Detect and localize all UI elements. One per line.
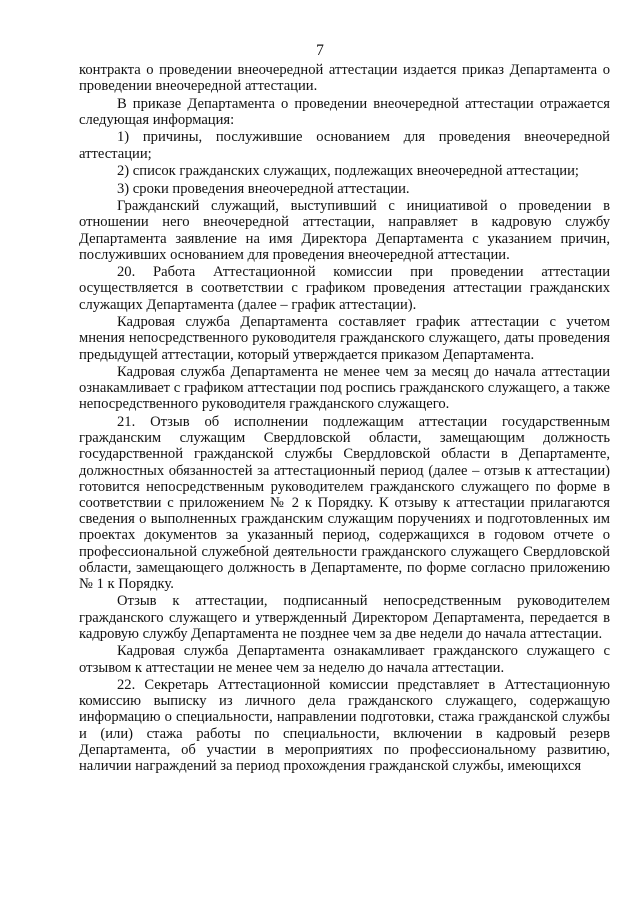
page-number: 7	[316, 42, 324, 59]
paragraph: Отзыв к аттестации, подписанный непосредственным руководителем гражданского служащего и утвержденный Директором Департамента, передается в кадровую службу Департамента не позднее чем за две недели до начала аттестации.	[79, 593, 610, 642]
document-body	[79, 62, 610, 776]
paragraph: 22. Секретарь Аттестационной комиссии представляет в Аттестационную комиссию выписку из личного дела гражданского служащего, содержащую информацию о специальности, направлении подготовки, стажа гражданской службы и (или) стажа работы по специальности, включении в кадровый резерв Департамента, об участии в мероприятиях по профессиональному развитию, наличии награждений за период прохождения гражданской службы, имеющихся	[79, 677, 610, 775]
paragraph: Кадровая служба Департамента составляет график аттестации с учетом мнения непосредственного руководителя гражданского служащего, даты проведения предыдущей аттестации, который утверждается приказом Департамента.	[79, 314, 610, 363]
paragraph: Кадровая служба Департамента ознакамливает гражданского служащего с отзывом к аттестации не менее чем за неделю до начала аттестации.	[79, 643, 610, 676]
paragraph: 20. Работа Аттестационной комиссии при проведении аттестации осуществляется в соответствии с графиком проведения аттестации гражданских служащих Департамента (далее – график аттестации).	[79, 264, 610, 313]
paragraph: Кадровая служба Департамента не менее чем за месяц до начала аттестации ознакамливает с графиком аттестации под роспись гражданского служащего, а также непосредственного руководителя гражданского служащего.	[79, 364, 610, 413]
paragraph: 3) сроки проведения внеочередной аттестации.	[117, 180, 410, 197]
paragraph: контракта о проведении внеочередной аттестации издается приказ Департамента о проведении внеочередной аттестации.	[79, 62, 610, 95]
paragraph: 2) список гражданских служащих, подлежащих внеочередной аттестации;	[117, 163, 579, 180]
paragraph: 21. Отзыв об исполнении подлежащим аттестации государственным гражданским служащим Свердловской области, замещающим должность государственной гражданской службы Свердловской области в Департаменте, должностных обязанностей за аттестационный период (далее – отзыв к аттестации) готовится непосредственным руководителем гражданского служащего по форме в соответствии с приложением № 2 к Порядку. К отзыву к аттестации прилагаются сведения о выполненных гражданским служащим поручениях и подготовленных им проектах документов за указанный период, содержащихся в годовом отчете о профессиональной служебной деятельности гражданского служащего Свердловской области, замещающего должность в Департаменте, по форме согласно приложению № 1 к Порядку.	[79, 413, 610, 592]
paragraph: 1) причины, послужившие основанием для проведения внеочередной аттестации;	[79, 129, 610, 162]
paragraph: В приказе Департамента о проведении внеочередной аттестации отражается следующая информация:	[79, 95, 610, 128]
paragraph: Гражданский служащий, выступивший с инициативой о проведении в отношении него внеочередной аттестации, направляет в кадровую службу Департамента заявление на имя Директора Департамента с указанием причин, послуживших основанием для проведения внеочередной аттестации.	[79, 198, 610, 263]
